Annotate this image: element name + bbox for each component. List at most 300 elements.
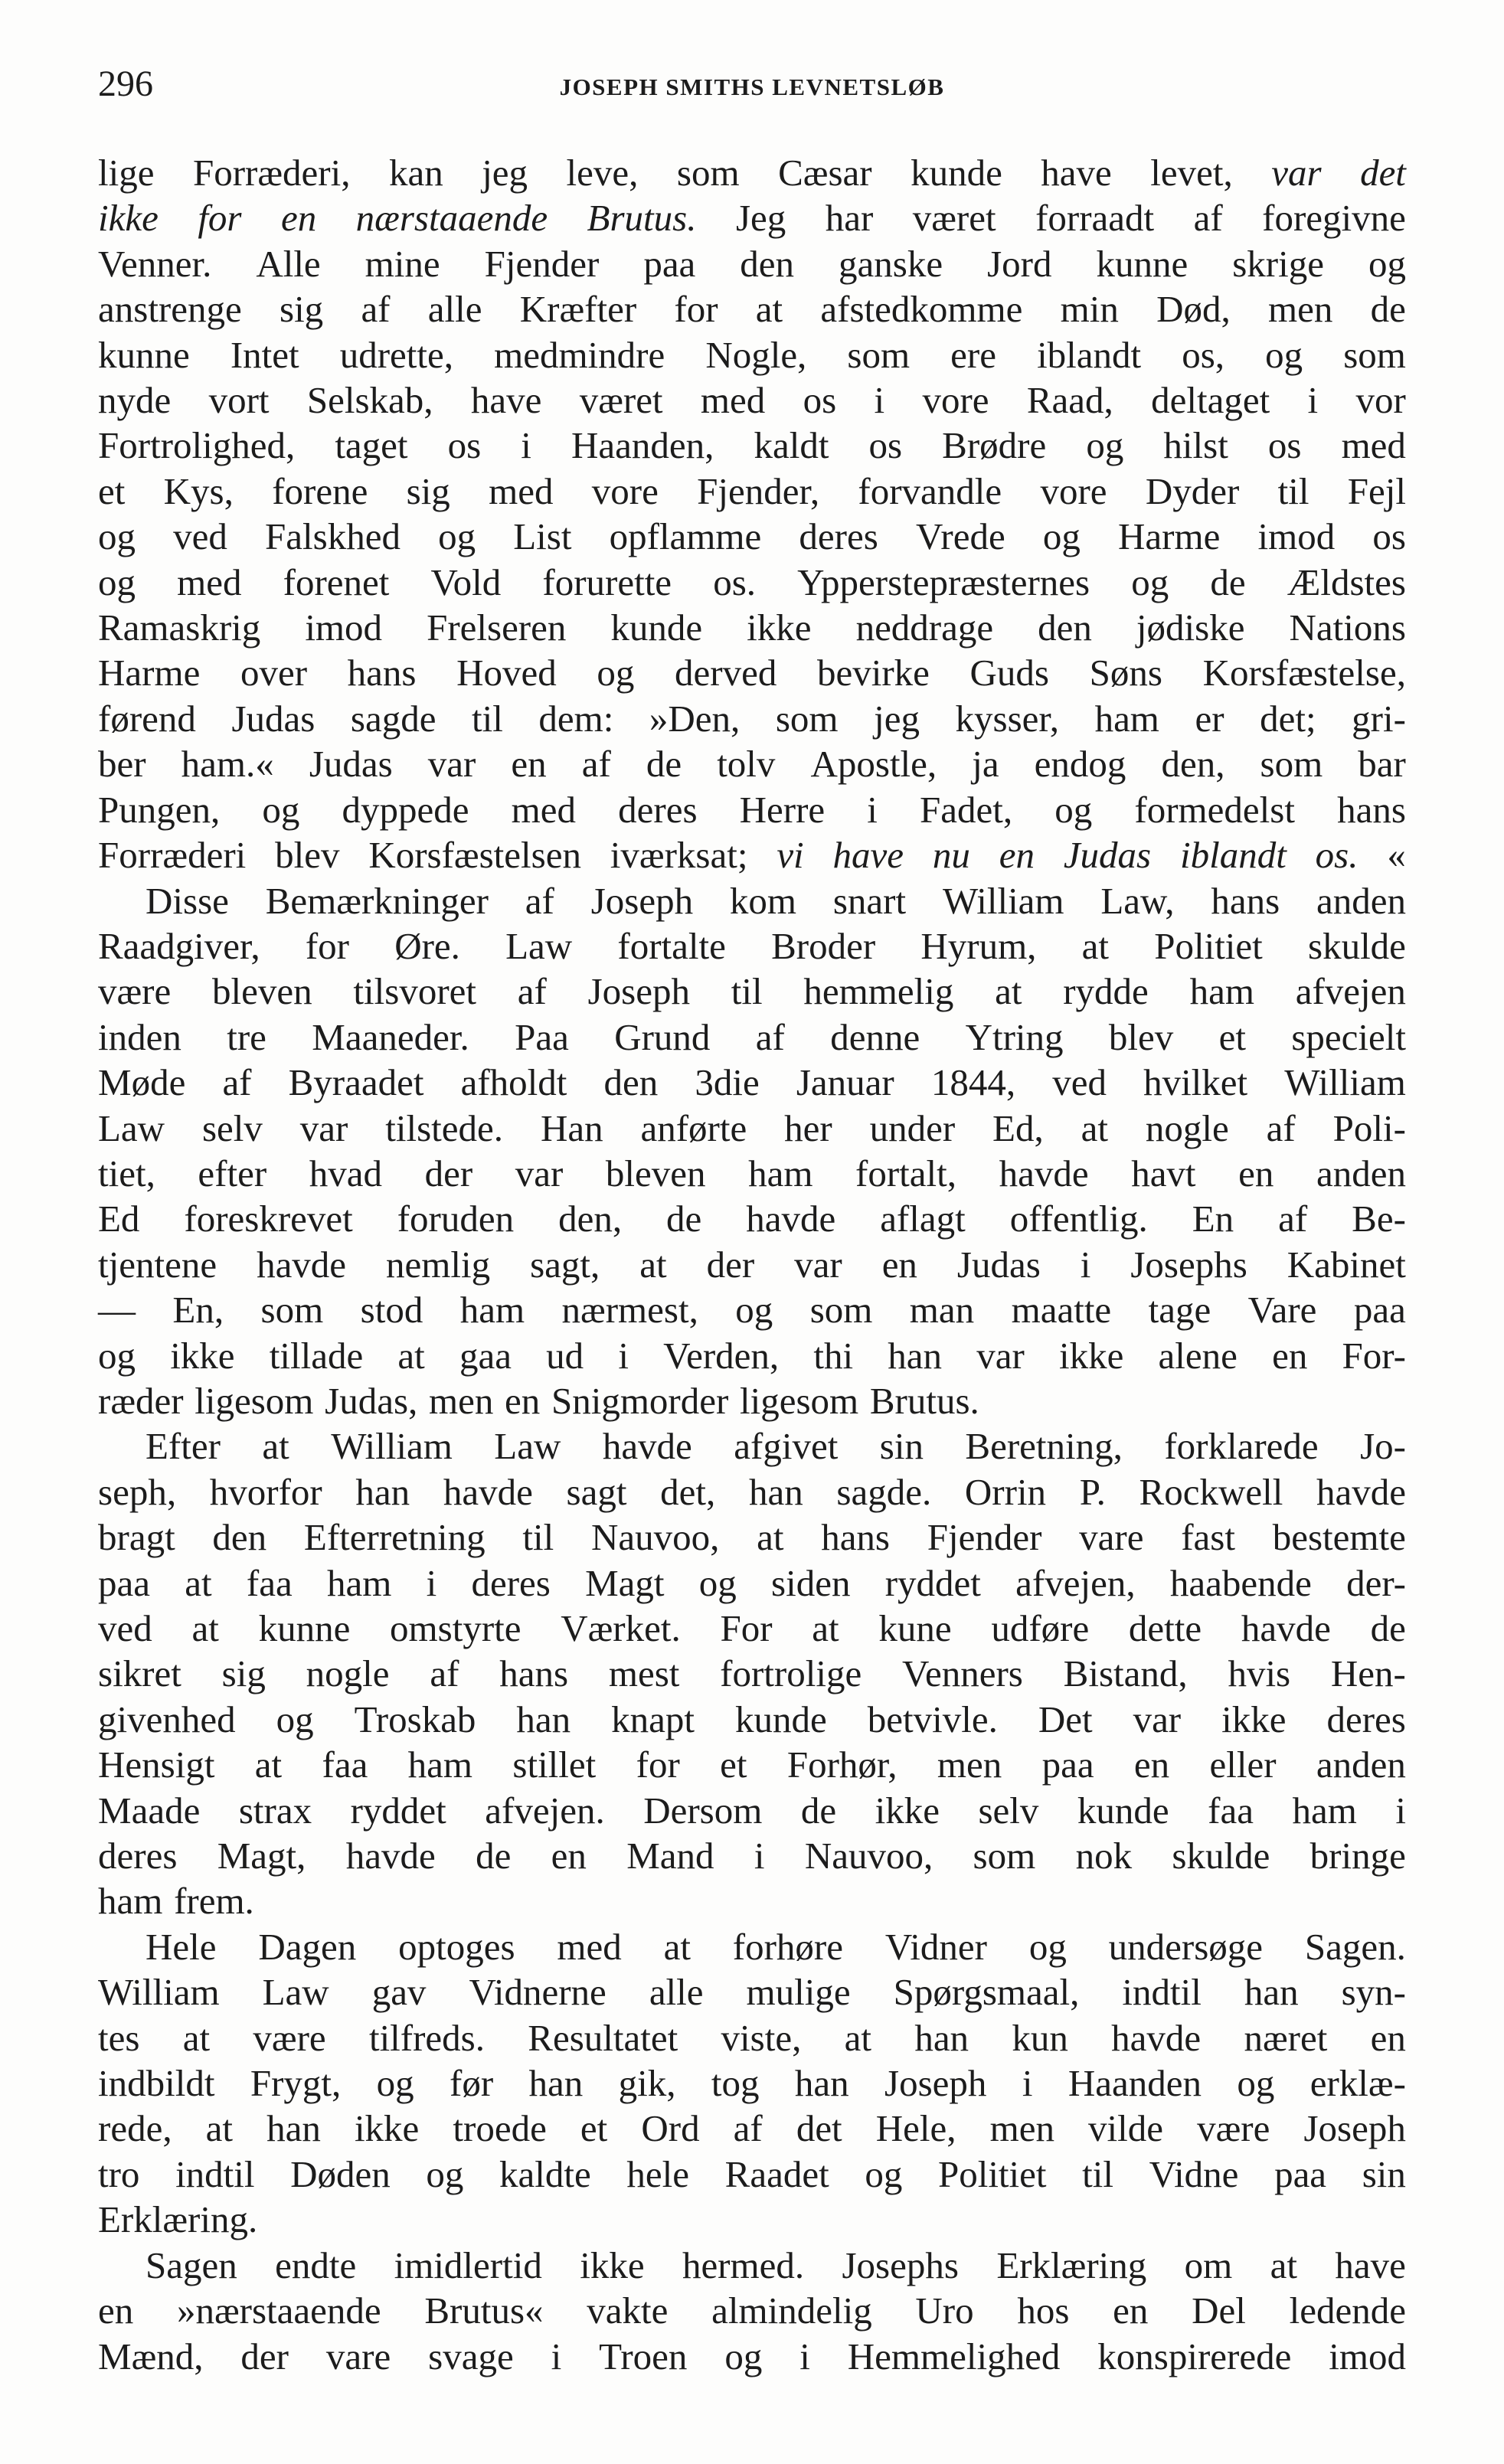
word: for — [674, 288, 718, 331]
word: at — [755, 288, 783, 331]
word: som — [809, 1289, 873, 1332]
word: Nauvoo, — [804, 1835, 933, 1877]
word: faa — [246, 1561, 293, 1604]
word: og — [98, 1334, 136, 1377]
word: haabende — [1169, 1561, 1312, 1604]
word: imidlertid — [394, 2243, 542, 2286]
word: maatte — [1011, 1289, 1112, 1332]
word: i — [1022, 2062, 1033, 2105]
word: sikret — [98, 1652, 181, 1695]
word: forvandle — [858, 469, 1002, 512]
word: vi — [777, 834, 804, 877]
word: Jo- — [1360, 1425, 1406, 1468]
text-line — [98, 514, 1406, 559]
word: ham — [1292, 1789, 1357, 1832]
text-line — [98, 2288, 1406, 2333]
word: ber — [98, 743, 146, 786]
word: at — [1081, 924, 1110, 967]
word: ikke — [170, 1334, 235, 1377]
word: kaldt — [754, 424, 829, 467]
word: Intet — [230, 333, 299, 376]
word: Magt — [585, 1561, 665, 1604]
word: fortalte — [617, 924, 726, 967]
word: som — [847, 333, 911, 376]
text-line — [98, 1833, 1406, 1878]
word: være — [1197, 2107, 1270, 2150]
word: Hyrum, — [920, 924, 1037, 967]
word: den, — [1161, 743, 1225, 786]
word: forraadt — [1035, 197, 1155, 240]
word: Frygt, — [250, 2062, 342, 2105]
word: været — [579, 379, 663, 422]
word: som — [1260, 743, 1323, 786]
word: Josephs — [842, 2243, 959, 2286]
word: til — [1277, 469, 1309, 512]
text-line — [98, 2243, 1406, 2288]
word: iværksat; — [610, 834, 748, 877]
word: sin — [1362, 2152, 1406, 2195]
word: hvorfor — [209, 1470, 322, 1513]
word: af — [1266, 1106, 1296, 1149]
word: for — [198, 197, 242, 240]
text-line — [98, 650, 1406, 695]
word: For — [720, 1607, 773, 1649]
word: Kys, — [163, 469, 234, 512]
word: fortrolige — [720, 1652, 862, 1695]
word: stillet — [512, 1743, 597, 1786]
word: de — [666, 1198, 702, 1240]
text-line — [98, 195, 1406, 240]
word: Cæsar — [778, 152, 872, 194]
word: selv — [201, 1106, 263, 1149]
word: ikke — [747, 606, 812, 649]
word: Brutus« — [424, 2289, 544, 2332]
word: deres — [471, 1561, 551, 1604]
word: Kræfter — [519, 288, 637, 331]
word: og — [98, 560, 136, 603]
word: Josephs — [1130, 1243, 1247, 1286]
text-line — [98, 1287, 1406, 1332]
word: hans — [821, 1516, 891, 1559]
word: af — [581, 743, 611, 786]
word: og — [735, 1289, 773, 1332]
word: at — [844, 2016, 872, 2059]
word: Haanden — [1068, 2062, 1202, 2105]
word: med — [489, 469, 554, 512]
word: os — [1372, 515, 1406, 558]
word: Venners — [902, 1652, 1023, 1695]
word: Fortrolighed, — [98, 424, 296, 467]
word: os. — [1315, 834, 1359, 877]
word: sig — [280, 288, 324, 331]
word: formedelst — [1134, 788, 1295, 831]
word: afstedkomme — [820, 288, 1023, 331]
text-line — [98, 1788, 1406, 1833]
word: ere — [950, 333, 996, 376]
word: erklæ- — [1309, 2062, 1406, 2105]
word: knapt — [611, 1698, 695, 1740]
word: han — [794, 2062, 849, 2105]
word: hemmelig — [803, 970, 954, 1013]
word: men — [428, 1379, 494, 1422]
word: iblandt — [1179, 834, 1287, 877]
word: med — [1341, 424, 1406, 467]
text-line — [98, 1333, 1406, 1378]
word: 1844, — [930, 1061, 1016, 1104]
word: Vrede — [915, 515, 1005, 558]
word: næret — [1244, 2016, 1328, 2059]
word: han — [266, 2107, 321, 2150]
text-line — [98, 150, 1406, 195]
text-line — [98, 560, 1406, 605]
text-line — [98, 1151, 1406, 1196]
word: imod — [1257, 515, 1336, 558]
word: ud — [546, 1334, 584, 1377]
word: nok — [1075, 1835, 1133, 1877]
word: den — [740, 242, 795, 285]
word: kunde — [911, 152, 1002, 194]
word: deltaget — [1151, 379, 1270, 422]
text-line — [98, 2334, 1406, 2379]
word: bestemte — [1272, 1516, 1406, 1559]
word: Orrin — [964, 1470, 1047, 1513]
word: være — [98, 970, 172, 1013]
word: han — [516, 1698, 571, 1740]
word: i — [521, 424, 531, 467]
text-line — [98, 1878, 1406, 1923]
word: kunne — [258, 1607, 351, 1649]
word: P. — [1079, 1470, 1106, 1513]
word: thi — [813, 1334, 854, 1377]
text-line — [98, 1378, 1406, 1423]
word: skulde — [1172, 1835, 1270, 1877]
word: forene — [272, 469, 368, 512]
word: han — [748, 1470, 803, 1513]
word: svage — [428, 2335, 514, 2377]
word: kunne — [1096, 242, 1188, 285]
word: Maaneder. — [312, 1015, 469, 1058]
word: hans — [347, 652, 417, 694]
word: vare — [325, 2335, 391, 2377]
word: vore — [922, 379, 989, 422]
word: han — [355, 1470, 410, 1513]
word: Law — [494, 1425, 561, 1468]
word: af — [517, 970, 547, 1013]
word: seph, — [98, 1470, 177, 1513]
word: Værket. — [561, 1607, 681, 1649]
word: gaa — [459, 1334, 512, 1377]
word: blev — [275, 834, 340, 877]
word: Bistand, — [1063, 1652, 1188, 1695]
word: tro — [98, 2152, 140, 2195]
word: Vidne — [1149, 2152, 1239, 2195]
word: et — [580, 2107, 608, 2150]
word: og — [1042, 515, 1081, 558]
word: i — [1395, 1789, 1406, 1832]
word: mulige — [746, 1971, 851, 2014]
word: Verden, — [663, 1334, 780, 1377]
word: var — [976, 1334, 1025, 1377]
word: »Den, — [649, 697, 741, 740]
word: ganske — [839, 242, 943, 285]
word: hans — [499, 1652, 569, 1695]
text-line — [98, 1060, 1406, 1105]
text-line — [98, 923, 1406, 969]
word: var — [1271, 152, 1322, 194]
word: Raadet — [724, 2152, 829, 2195]
word: Troen — [599, 2335, 688, 2377]
word: bragt — [98, 1516, 175, 1559]
word: kunde — [735, 1698, 827, 1740]
word: med — [700, 379, 766, 422]
word: i — [867, 788, 878, 831]
word: forurette — [542, 560, 672, 603]
text-line — [98, 1606, 1406, 1651]
word: paa — [643, 242, 696, 285]
word: til — [522, 1516, 554, 1559]
word: « — [1387, 834, 1406, 877]
word: kun — [1012, 2016, 1068, 2059]
word: tog — [711, 2062, 760, 2105]
word: Joseph — [590, 879, 694, 922]
word: og — [1028, 1925, 1067, 1968]
word: Harme — [98, 652, 201, 694]
word: om — [1184, 2243, 1233, 2286]
word: Han — [540, 1106, 603, 1149]
word: Falskhed — [265, 515, 401, 558]
word: har — [825, 197, 874, 240]
text-line — [98, 1515, 1406, 1560]
word: bevirke — [816, 652, 930, 694]
word: for — [305, 924, 349, 967]
word: Raad, — [1026, 379, 1113, 422]
word: at — [639, 1243, 667, 1286]
word: hans — [1211, 879, 1280, 922]
text-line — [98, 696, 1406, 741]
word: førend — [98, 697, 196, 740]
word: Død, — [1156, 288, 1231, 331]
word: have — [1335, 2243, 1406, 2286]
word: af — [755, 1015, 785, 1058]
word: og — [426, 2152, 464, 2195]
word: af — [361, 288, 391, 331]
text-line — [98, 2015, 1406, 2060]
word: et — [720, 1743, 747, 1786]
word: sig — [221, 1652, 266, 1695]
word: mest — [608, 1652, 680, 1695]
word: et — [1218, 1015, 1246, 1058]
word: men — [937, 1743, 1002, 1786]
word: i — [1307, 379, 1319, 422]
word: de — [476, 1835, 512, 1877]
word: Raadgiver, — [98, 924, 260, 967]
word: konspirerede — [1097, 2335, 1292, 2377]
word: ham — [748, 1152, 813, 1194]
word: de — [800, 1789, 837, 1832]
word: de — [646, 743, 682, 786]
word: paa — [98, 1561, 150, 1604]
word: Guds — [969, 652, 1049, 694]
word: vakte — [587, 2289, 669, 2332]
word: kysser, — [955, 697, 1060, 740]
word: at — [191, 1607, 219, 1649]
word: En — [1192, 1198, 1234, 1240]
word: ikke — [580, 2243, 645, 2286]
word: ledende — [1289, 2289, 1406, 2332]
word: der — [424, 1152, 473, 1194]
word: Forhør, — [786, 1743, 897, 1786]
word: Bemærkninger — [265, 879, 489, 922]
word: Judas — [231, 697, 316, 740]
word: Nogle, — [705, 333, 807, 376]
word: han — [528, 2062, 584, 2105]
word: Hele — [145, 1925, 217, 1968]
word: til — [472, 697, 503, 740]
word: Hensigt — [98, 1743, 215, 1786]
word: inden — [98, 1015, 181, 1058]
word: ham — [326, 1561, 392, 1604]
word: strax — [238, 1789, 312, 1832]
word: havde — [443, 1470, 533, 1513]
word: skrige — [1232, 242, 1324, 285]
word: her — [784, 1106, 832, 1149]
word: og — [1131, 560, 1169, 603]
word: Paa — [515, 1015, 569, 1058]
word: den — [603, 1061, 659, 1104]
word: men — [1268, 288, 1333, 331]
text-line — [98, 1242, 1406, 1287]
word: Fejl — [1347, 469, 1406, 512]
word: gav — [371, 1971, 427, 2014]
word: fortalt, — [855, 1152, 957, 1194]
text-line — [98, 1106, 1406, 1151]
word: leve, — [566, 152, 639, 194]
text-line — [98, 377, 1406, 423]
word: Brutus. — [869, 1379, 979, 1422]
word: at — [1081, 1106, 1108, 1149]
word: vore — [591, 469, 659, 512]
word: med — [177, 560, 242, 603]
text-line — [98, 423, 1406, 468]
word: afgivet — [734, 1425, 839, 1468]
page-header — [98, 63, 1406, 116]
word: Broder — [771, 924, 876, 967]
word: i — [426, 1561, 437, 1604]
word: været — [912, 197, 996, 240]
word: efter — [198, 1152, 267, 1194]
word: offentlig. — [1009, 1198, 1148, 1240]
word: tes — [98, 2016, 140, 2059]
word: foruden — [397, 1198, 515, 1240]
word: Sagen — [145, 2243, 237, 2286]
word: Korsfæstelsen — [368, 834, 581, 877]
word: bringe — [1309, 1835, 1406, 1877]
word: det, — [660, 1470, 716, 1513]
word: ved — [173, 515, 227, 558]
word: sagt — [566, 1470, 627, 1513]
word: forhøre — [732, 1925, 843, 1968]
word: Vidnerne — [469, 1971, 607, 2014]
text-line — [98, 1742, 1406, 1787]
word: tjentene — [98, 1243, 217, 1286]
word: og — [1368, 242, 1406, 285]
word: Be- — [1352, 1198, 1406, 1240]
text-line — [98, 1469, 1406, 1515]
word: med — [511, 788, 576, 831]
word: For- — [1342, 1334, 1406, 1377]
text-line — [98, 1560, 1406, 1606]
word: Resultatet — [528, 2016, 678, 2059]
word: ved — [98, 1607, 152, 1649]
word: derved — [675, 652, 777, 694]
text-line — [98, 605, 1406, 650]
word: Erklæring. — [98, 2198, 258, 2241]
word: Øre. — [394, 924, 460, 967]
word: Møde — [98, 1061, 186, 1104]
word: skulde — [1308, 924, 1406, 967]
word: Hoved — [456, 652, 557, 694]
word: stod — [360, 1289, 423, 1332]
word: tiet, — [98, 1152, 155, 1194]
word: nyde — [98, 379, 172, 422]
word: afvejen, — [1015, 1561, 1136, 1604]
word: Ed — [98, 1198, 140, 1240]
word: over — [240, 652, 308, 694]
word: at — [995, 970, 1022, 1013]
word: Law — [505, 924, 573, 967]
text-line — [98, 469, 1406, 514]
word: Ord — [641, 2107, 700, 2150]
word: selv — [978, 1789, 1039, 1832]
word: de — [1370, 288, 1406, 331]
word: lige — [98, 152, 155, 194]
word: Spørgsmaal, — [893, 1971, 1080, 2014]
word: Efter — [145, 1425, 221, 1468]
word: en — [1133, 1743, 1170, 1786]
word: have — [1041, 152, 1112, 194]
word: de — [1370, 1607, 1406, 1649]
word: var — [1133, 1698, 1182, 1740]
word: sagde. — [836, 1470, 932, 1513]
word: der- — [1346, 1561, 1406, 1604]
word: neddrage — [855, 606, 994, 649]
word: Jord — [987, 242, 1052, 285]
word: tilstede. — [385, 1106, 504, 1149]
word: ligesom — [195, 1379, 314, 1422]
word: opflamme — [609, 515, 762, 558]
word: hele — [626, 2152, 690, 2195]
word: Beretning, — [965, 1425, 1123, 1468]
word: hilst — [1163, 424, 1228, 467]
word: viste, — [721, 2016, 802, 2059]
word: medmindre — [494, 333, 665, 376]
word: vare — [1079, 1516, 1144, 1559]
text-line — [98, 2197, 1406, 2242]
word: ikke — [354, 2107, 420, 2150]
text-line — [98, 286, 1406, 332]
word: Ed, — [992, 1106, 1044, 1149]
word: jeg — [482, 152, 528, 194]
text-line — [98, 1697, 1406, 1742]
word: og — [724, 2335, 763, 2377]
word: alene — [1158, 1334, 1238, 1377]
word: ikke — [875, 1789, 940, 1832]
word: hermed. — [682, 2243, 805, 2286]
word: snart — [832, 879, 907, 922]
word: Selskab, — [306, 379, 433, 422]
word: ikke — [1058, 1334, 1124, 1377]
word: en — [1370, 2016, 1406, 2059]
